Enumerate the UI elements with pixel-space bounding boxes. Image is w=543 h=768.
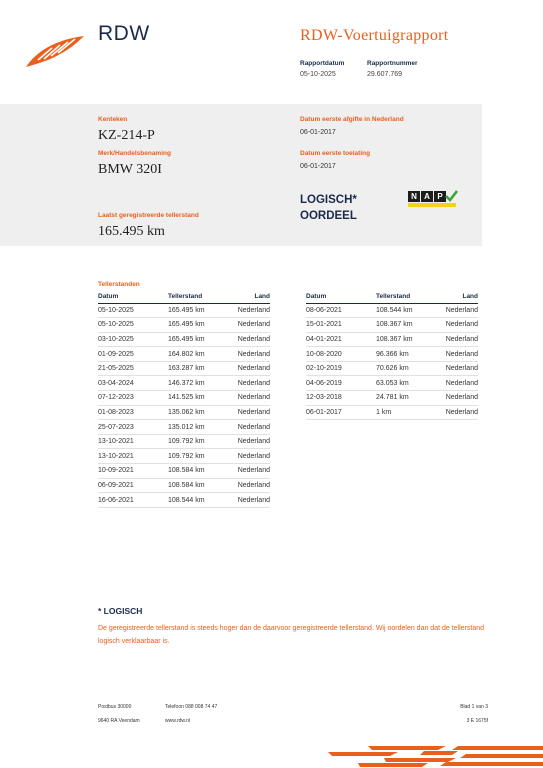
cell-country: Nederland — [220, 303, 270, 318]
table-row — [306, 303, 478, 318]
table-row — [98, 391, 270, 406]
cell-country: Nederland — [220, 493, 270, 508]
cell-date: 01-09-2025 — [98, 347, 168, 362]
cell-country: Nederland — [428, 303, 478, 318]
cell-country: Nederland — [428, 347, 478, 362]
cell-km: 146.372 km — [168, 376, 220, 391]
footnote-title: * LOGISCH — [98, 606, 143, 616]
report-number-label: Rapportnummer — [367, 60, 418, 67]
cell-km: 108.367 km — [376, 332, 428, 347]
cell-km: 165.495 km — [168, 303, 220, 318]
plate-value: KZ-214-P — [98, 128, 155, 143]
table-row — [98, 464, 270, 479]
cell-country: Nederland — [220, 449, 270, 464]
cell-date: 05-10-2025 — [98, 318, 168, 333]
first-admission-label: Datum eerste toelating — [300, 150, 371, 157]
cell-date: 10-08-2020 — [306, 347, 376, 362]
cell-km: 108.584 km — [168, 478, 220, 493]
readings-table-left — [98, 292, 270, 508]
readings-title: Tellerstanden — [98, 281, 140, 288]
cell-km: 1 km — [376, 405, 428, 420]
cell-km: 24.781 km — [376, 391, 428, 406]
cell-country: Nederland — [428, 405, 478, 420]
cell-date: 08-06-2021 — [306, 303, 376, 318]
footer-web[interactable]: www.rdw.nl — [165, 718, 191, 724]
cell-km: 108.584 km — [168, 464, 220, 479]
footer-city: 9640 RA Veendam — [98, 718, 140, 724]
cell-km: 108.367 km — [376, 318, 428, 333]
table-row — [98, 303, 270, 318]
cell-date: 13-10-2021 — [98, 449, 168, 464]
cell-km: 135.012 km — [168, 420, 220, 435]
cell-country: Nederland — [428, 391, 478, 406]
make-label: Merk/Handelsbenaming — [98, 150, 171, 157]
cell-date: 07-12-2023 — [98, 391, 168, 406]
cell-km: 165.495 km — [168, 318, 220, 333]
nap-letter-p: P — [434, 191, 446, 202]
cell-km: 70.626 km — [376, 361, 428, 376]
first-admission-value: 06-01-2017 — [300, 163, 336, 170]
table-row — [306, 361, 478, 376]
cell-country: Nederland — [428, 332, 478, 347]
report-number: 29.607.769 — [367, 71, 403, 78]
nap-yellow-bar — [408, 203, 456, 207]
col-country-header: Land — [220, 292, 270, 303]
table-row — [98, 405, 270, 420]
cell-date: 15-01-2021 — [306, 318, 376, 333]
cell-country: Nederland — [220, 332, 270, 347]
cell-date: 10-09-2021 — [98, 464, 168, 479]
cell-country: Nederland — [220, 391, 270, 406]
report-title: RDW-Voertuigrapport — [300, 27, 449, 44]
cell-km: 63.053 km — [376, 376, 428, 391]
cell-km: 108.544 km — [376, 303, 428, 318]
cell-km: 163.287 km — [168, 361, 220, 376]
first-nl-label: Datum eerste afgifte in Nederland — [300, 116, 404, 123]
cell-country: Nederland — [220, 464, 270, 479]
cell-km: 141.525 km — [168, 391, 220, 406]
cell-country: Nederland — [220, 347, 270, 362]
table-row — [306, 318, 478, 333]
cell-date: 21-05-2025 — [98, 361, 168, 376]
table-row — [306, 376, 478, 391]
col-date-header: Datum — [98, 292, 168, 303]
cell-country: Nederland — [428, 361, 478, 376]
footer-postbus: Postbus 30000 — [98, 704, 132, 710]
table-row — [98, 361, 270, 376]
footer-page: Blad 1 van 3 — [460, 704, 488, 710]
footnote-text: De geregistreerde tellerstand is steeds hoger dan de daarvoor geregistreerde tellerstand. Wij oordelen dan dat de tellerstand logisch verklaarbaar is. — [98, 625, 485, 645]
col-km-header: Tellerstand — [168, 292, 220, 303]
table-row — [98, 376, 270, 391]
cell-date: 04-06-2019 — [306, 376, 376, 391]
checkmark-icon — [444, 189, 458, 203]
table-row — [306, 347, 478, 362]
brand-name: RDW — [98, 22, 150, 45]
nap-letter-n: N — [408, 191, 420, 202]
rdw-logo-icon — [24, 34, 88, 68]
cell-country: Nederland — [220, 361, 270, 376]
odometer-value: 165.495 km — [98, 224, 165, 239]
table-row — [98, 493, 270, 508]
nap-logo — [408, 191, 456, 207]
cell-date: 13-10-2021 — [98, 434, 168, 449]
table-row — [98, 332, 270, 347]
table-row — [98, 449, 270, 464]
cell-date: 16-06-2021 — [98, 493, 168, 508]
cell-km: 109.792 km — [168, 434, 220, 449]
verdict-line-1: LOGISCH* — [300, 194, 357, 206]
cell-date: 01-08-2023 — [98, 405, 168, 420]
cell-country: Nederland — [428, 318, 478, 333]
first-nl-value: 06-01-2017 — [300, 129, 336, 136]
table-header-row — [98, 292, 270, 303]
verdict — [300, 192, 357, 224]
make-value: BMW 320I — [98, 162, 162, 177]
report-date: 05-10-2025 — [300, 71, 336, 78]
col-km-header: Tellerstand — [376, 292, 428, 303]
cell-country: Nederland — [220, 318, 270, 333]
cell-date: 05-10-2025 — [98, 303, 168, 318]
vehicle-summary-panel — [0, 104, 482, 246]
cell-date: 03-04-2024 — [98, 376, 168, 391]
cell-date: 03-10-2025 — [98, 332, 168, 347]
cell-country: Nederland — [220, 478, 270, 493]
decorative-stripes-icon — [328, 742, 543, 768]
cell-date: 06-01-2017 — [306, 405, 376, 420]
cell-country: Nederland — [220, 376, 270, 391]
cell-country: Nederland — [220, 434, 270, 449]
cell-km: 96.366 km — [376, 347, 428, 362]
col-country-header: Land — [428, 292, 478, 303]
nap-letter-a: A — [421, 191, 433, 202]
plate-label: Kenteken — [98, 116, 128, 123]
readings-table-right — [306, 292, 478, 420]
table-row — [98, 420, 270, 435]
table-row — [306, 391, 478, 406]
table-row — [98, 318, 270, 333]
table-row — [98, 347, 270, 362]
table-row — [98, 434, 270, 449]
cell-date: 02-10-2019 — [306, 361, 376, 376]
cell-km: 165.495 km — [168, 332, 220, 347]
table-header-row — [306, 292, 478, 303]
odometer-label: Laatst geregistreerde tellerstand — [98, 212, 199, 219]
verdict-line-2: OORDEEL — [300, 210, 357, 222]
footer-code: 3 E 1675f — [466, 718, 488, 724]
table-row — [306, 405, 478, 420]
cell-country: Nederland — [220, 420, 270, 435]
cell-date: 25-07-2023 — [98, 420, 168, 435]
cell-country: Nederland — [220, 405, 270, 420]
cell-date: 06-09-2021 — [98, 478, 168, 493]
cell-km: 135.062 km — [168, 405, 220, 420]
col-date-header: Datum — [306, 292, 376, 303]
table-row — [98, 478, 270, 493]
footer-phone: Telefoon 088 008 74 47 — [165, 704, 218, 710]
cell-km: 108.544 km — [168, 493, 220, 508]
cell-km: 164.802 km — [168, 347, 220, 362]
report-date-label: Rapportdatum — [300, 60, 345, 67]
cell-date: 12-03-2018 — [306, 391, 376, 406]
cell-km: 109.792 km — [168, 449, 220, 464]
cell-country: Nederland — [428, 376, 478, 391]
cell-date: 04-01-2021 — [306, 332, 376, 347]
table-row — [306, 332, 478, 347]
